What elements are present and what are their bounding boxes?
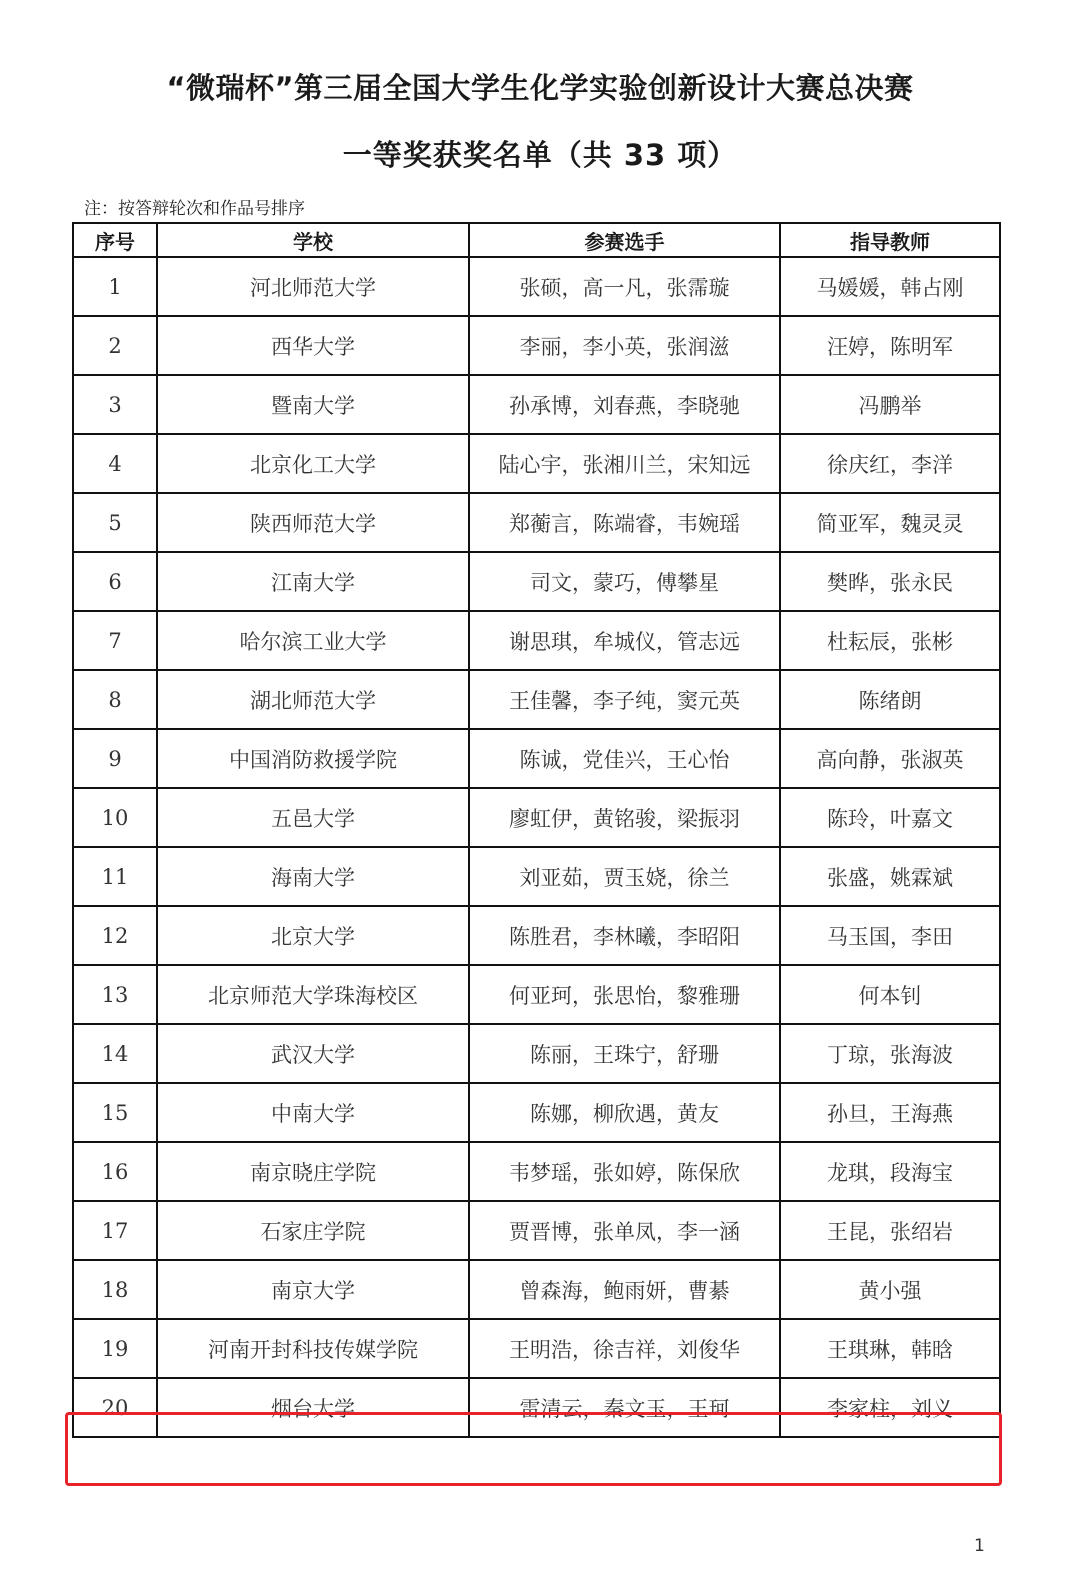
cell-school: 北京化工大学	[157, 434, 469, 493]
cell-school: 哈尔滨工业大学	[157, 611, 469, 670]
cell-school: 五邑大学	[157, 788, 469, 847]
table-row	[73, 1083, 1000, 1142]
cell-advisors: 黄小强	[780, 1260, 1000, 1319]
cell-school: 湖北师范大学	[157, 670, 469, 729]
cell-advisors: 丁琼，张海波	[780, 1024, 1000, 1083]
cell-school: 江南大学	[157, 552, 469, 611]
table-row	[73, 434, 1000, 493]
table-row	[73, 1260, 1000, 1319]
cell-advisors: 王昆，张绍岩	[780, 1201, 1000, 1260]
cell-index: 4	[73, 434, 157, 493]
cell-index: 16	[73, 1142, 157, 1201]
page-number: 1	[974, 1536, 985, 1556]
cell-participants: 廖虹伊，黄铭骏，梁振羽	[469, 788, 780, 847]
cell-advisors: 杜耘辰，张彬	[780, 611, 1000, 670]
cell-participants: 郑蘅言，陈端睿，韦婉瑶	[469, 493, 780, 552]
table-row	[73, 788, 1000, 847]
cell-school: 陕西师范大学	[157, 493, 469, 552]
cell-participants: 陈娜，柳欣遇，黄友	[469, 1083, 780, 1142]
cell-advisors: 王琪琳，韩晗	[780, 1319, 1000, 1378]
cell-school: 武汉大学	[157, 1024, 469, 1083]
cell-index: 6	[73, 552, 157, 611]
cell-participants: 曾森海，鲍雨妍，曹綦	[469, 1260, 780, 1319]
cell-index: 20	[73, 1378, 157, 1437]
cell-index: 10	[73, 788, 157, 847]
table-row	[73, 1024, 1000, 1083]
sorting-note: 注：按答辩轮次和作品号排序	[84, 199, 305, 219]
cell-participants: 陆心宇，张湘川兰，宋知远	[469, 434, 780, 493]
table-row	[73, 1201, 1000, 1260]
cell-school: 南京大学	[157, 1260, 469, 1319]
cell-index: 5	[73, 493, 157, 552]
cell-participants: 李丽，李小英，张润滋	[469, 316, 780, 375]
cell-advisors: 何本钊	[780, 965, 1000, 1024]
table-row	[73, 670, 1000, 729]
cell-advisors: 冯鹏举	[780, 375, 1000, 434]
cell-school: 中南大学	[157, 1083, 469, 1142]
cell-advisors: 李家柱，刘义	[780, 1378, 1000, 1437]
cell-school: 西华大学	[157, 316, 469, 375]
table-row	[73, 847, 1000, 906]
cell-index: 13	[73, 965, 157, 1024]
cell-advisors: 孙旦，王海燕	[780, 1083, 1000, 1142]
header-index: 序号	[73, 223, 157, 257]
cell-index: 18	[73, 1260, 157, 1319]
cell-school: 河北师范大学	[157, 257, 469, 316]
cell-participants: 王明浩，徐吉祥，刘俊华	[469, 1319, 780, 1378]
cell-participants: 雷清云，秦文玉，王珂	[469, 1378, 780, 1437]
cell-participants: 王佳馨，李子纯，窦元英	[469, 670, 780, 729]
cell-index: 14	[73, 1024, 157, 1083]
cell-participants: 谢思琪，牟城仪，管志远	[469, 611, 780, 670]
header-school: 学校	[157, 223, 469, 257]
table-row	[73, 906, 1000, 965]
cell-index: 7	[73, 611, 157, 670]
table-row	[73, 611, 1000, 670]
cell-advisors: 马媛媛，韩占刚	[780, 257, 1000, 316]
cell-advisors: 汪婷，陈明军	[780, 316, 1000, 375]
cell-index: 2	[73, 316, 157, 375]
cell-participants: 陈丽，王珠宁，舒珊	[469, 1024, 780, 1083]
cell-advisors: 张盛，姚霖斌	[780, 847, 1000, 906]
cell-advisors: 陈玲，叶嘉文	[780, 788, 1000, 847]
cell-participants: 张硕，高一凡，张霈璇	[469, 257, 780, 316]
cell-advisors: 简亚军，魏灵灵	[780, 493, 1000, 552]
cell-school: 石家庄学院	[157, 1201, 469, 1260]
cell-index: 17	[73, 1201, 157, 1260]
cell-advisors: 徐庆红，李洋	[780, 434, 1000, 493]
table-row	[73, 375, 1000, 434]
table-body	[73, 257, 1000, 1437]
cell-index: 1	[73, 257, 157, 316]
cell-participants: 司文，蒙巧，傅攀星	[469, 552, 780, 611]
table-row	[73, 1319, 1000, 1378]
cell-advisors: 马玉国，李田	[780, 906, 1000, 965]
cell-index: 19	[73, 1319, 157, 1378]
table-row	[73, 316, 1000, 375]
table-row	[73, 729, 1000, 788]
cell-index: 9	[73, 729, 157, 788]
cell-index: 8	[73, 670, 157, 729]
cell-school: 中国消防救援学院	[157, 729, 469, 788]
table-row	[73, 552, 1000, 611]
cell-participants: 孙承博，刘春燕，李晓驰	[469, 375, 780, 434]
header-participants: 参赛选手	[469, 223, 780, 257]
cell-participants: 陈胜君，李林曦，李昭阳	[469, 906, 780, 965]
cell-school: 海南大学	[157, 847, 469, 906]
awards-table	[72, 222, 1001, 1438]
cell-school: 烟台大学	[157, 1378, 469, 1437]
cell-participants: 贾晋博，张单凤，李一涵	[469, 1201, 780, 1260]
cell-advisors: 樊晔，张永民	[780, 552, 1000, 611]
table-row	[73, 1142, 1000, 1201]
document-subtitle: 一等奖获奖名单（共 33 项）	[342, 138, 738, 172]
cell-index: 11	[73, 847, 157, 906]
table-row	[73, 1378, 1000, 1437]
cell-school: 暨南大学	[157, 375, 469, 434]
cell-participants: 陈诚，党佳兴，王心怡	[469, 729, 780, 788]
cell-participants: 刘亚茹，贾玉娆，徐兰	[469, 847, 780, 906]
cell-participants: 韦梦瑶，张如婷，陈保欣	[469, 1142, 780, 1201]
cell-school: 南京晓庄学院	[157, 1142, 469, 1201]
document-title: “微瑞杯”第三届全国大学生化学实验创新设计大赛总决赛	[166, 71, 914, 105]
table-header-row	[73, 223, 1000, 257]
cell-advisors: 龙琪，段海宝	[780, 1142, 1000, 1201]
table-row	[73, 493, 1000, 552]
cell-participants: 何亚珂，张思怡，黎雅珊	[469, 965, 780, 1024]
cell-index: 3	[73, 375, 157, 434]
cell-index: 12	[73, 906, 157, 965]
table-row	[73, 257, 1000, 316]
cell-index: 15	[73, 1083, 157, 1142]
cell-school: 河南开封科技传媒学院	[157, 1319, 469, 1378]
header-advisors: 指导教师	[780, 223, 1000, 257]
cell-school: 北京师范大学珠海校区	[157, 965, 469, 1024]
cell-advisors: 高向静，张淑英	[780, 729, 1000, 788]
cell-advisors: 陈绪朗	[780, 670, 1000, 729]
cell-school: 北京大学	[157, 906, 469, 965]
table-row	[73, 965, 1000, 1024]
